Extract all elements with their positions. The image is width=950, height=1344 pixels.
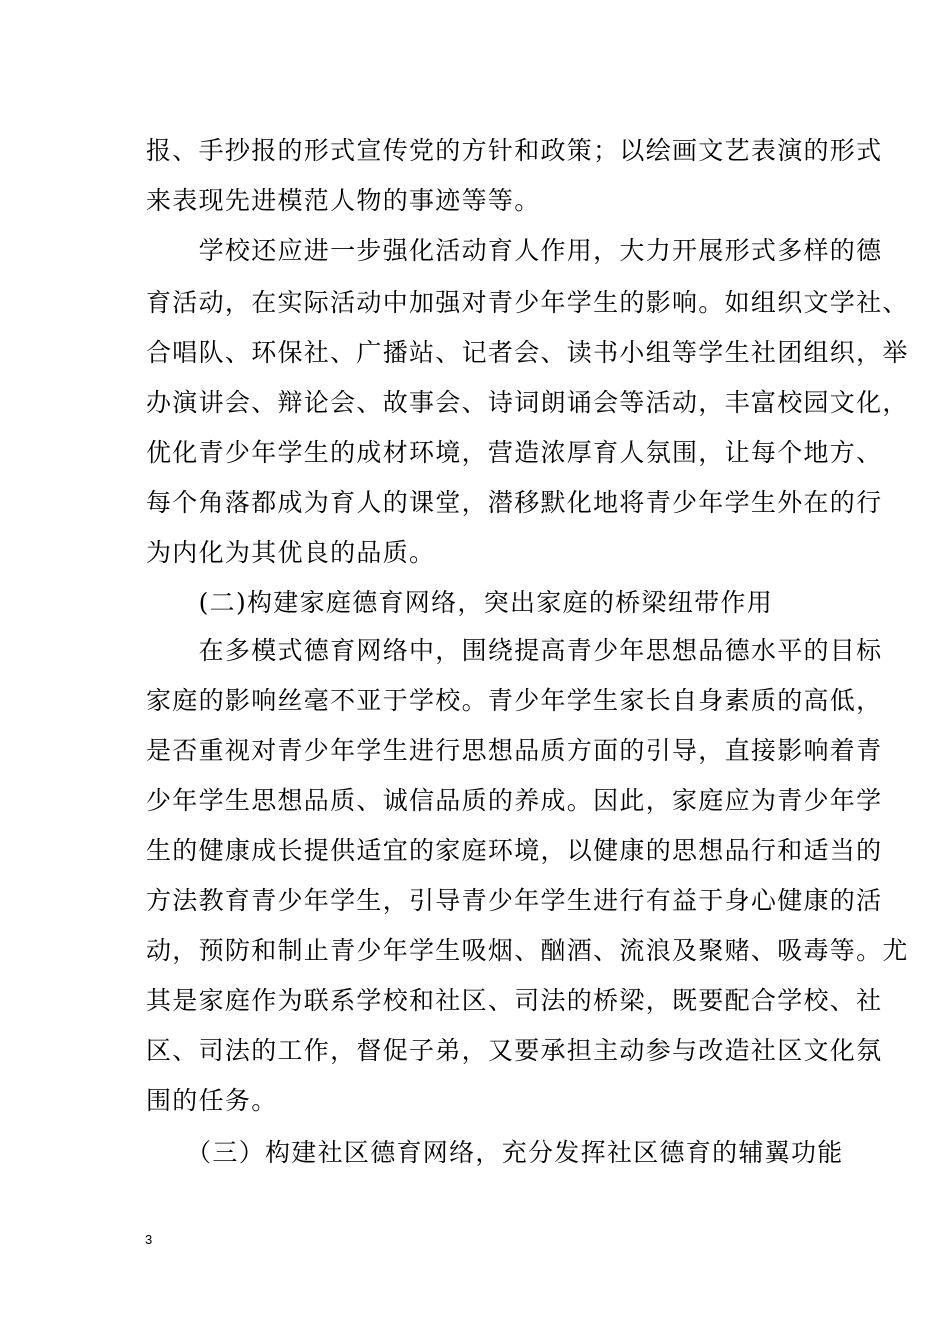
text-line: 是否重视对青少年学生进行思想品质方面的引导，直接影响着青	[146, 736, 883, 765]
text-line: 优化青少年学生的成材环境，营造浓厚育人氛围，让每个地方、	[146, 438, 883, 467]
text-line: 生的健康成长提供适宜的家庭环境，以健康的思想品行和适当的	[146, 836, 883, 865]
text-line: 合唱队、环保社、广播站、记者会、读书小组等学生社团组织，举	[146, 338, 909, 367]
text-line: 家庭的影响丝毫不亚于学校。青少年学生家长自身素质的高低，	[146, 686, 883, 715]
text-line: 在多模式德育网络中，围绕提高青少年思想品德水平的目标	[146, 636, 883, 665]
text-line: 其是家庭作为联系学校和社区、司法的桥梁，既要配合学校、社	[146, 986, 883, 1015]
text-line: 方法教育青少年学生，引导青少年学生进行有益于身心健康的活	[146, 886, 883, 915]
text-line: 报、手抄报的形式宣传党的方针和政策；以绘画文艺表演的形式	[146, 136, 883, 165]
text-line: 来表现先进模范人物的事迹等等。	[146, 186, 541, 215]
text-line: 为内化为其优良的品质。	[146, 538, 436, 567]
text-line: 每个角落都成为育人的课堂，潜移默化地将青少年学生外在的行	[146, 488, 883, 517]
text-line: 育活动，在实际活动中加强对青少年学生的影响。如组织文学社、	[146, 288, 909, 317]
text-line: 少年学生思想品质、诚信品质的养成。因此，家庭应为青少年学	[146, 786, 883, 815]
section-heading: （三）构建社区德育网络，充分发挥社区德育的辅翼功能	[146, 1138, 844, 1167]
section-heading: (二)构建家庭德育网络，突出家庭的桥梁纽带作用	[146, 588, 774, 617]
page-number: 3	[145, 1232, 153, 1247]
text-line: 办演讲会、辩论会、故事会、诗词朗诵会等活动，丰富校园文化，	[146, 388, 909, 417]
text-line: 区、司法的工作，督促子弟，又要承担主动参与改造社区文化氛	[146, 1036, 883, 1065]
text-line: 动，预防和制止青少年学生吸烟、酗酒、流浪及聚赌、吸毒等。尤	[146, 936, 909, 965]
text-line: 围的任务。	[146, 1086, 278, 1115]
text-line: 学校还应进一步强化活动育人作用，大力开展形式多样的德	[146, 236, 883, 265]
